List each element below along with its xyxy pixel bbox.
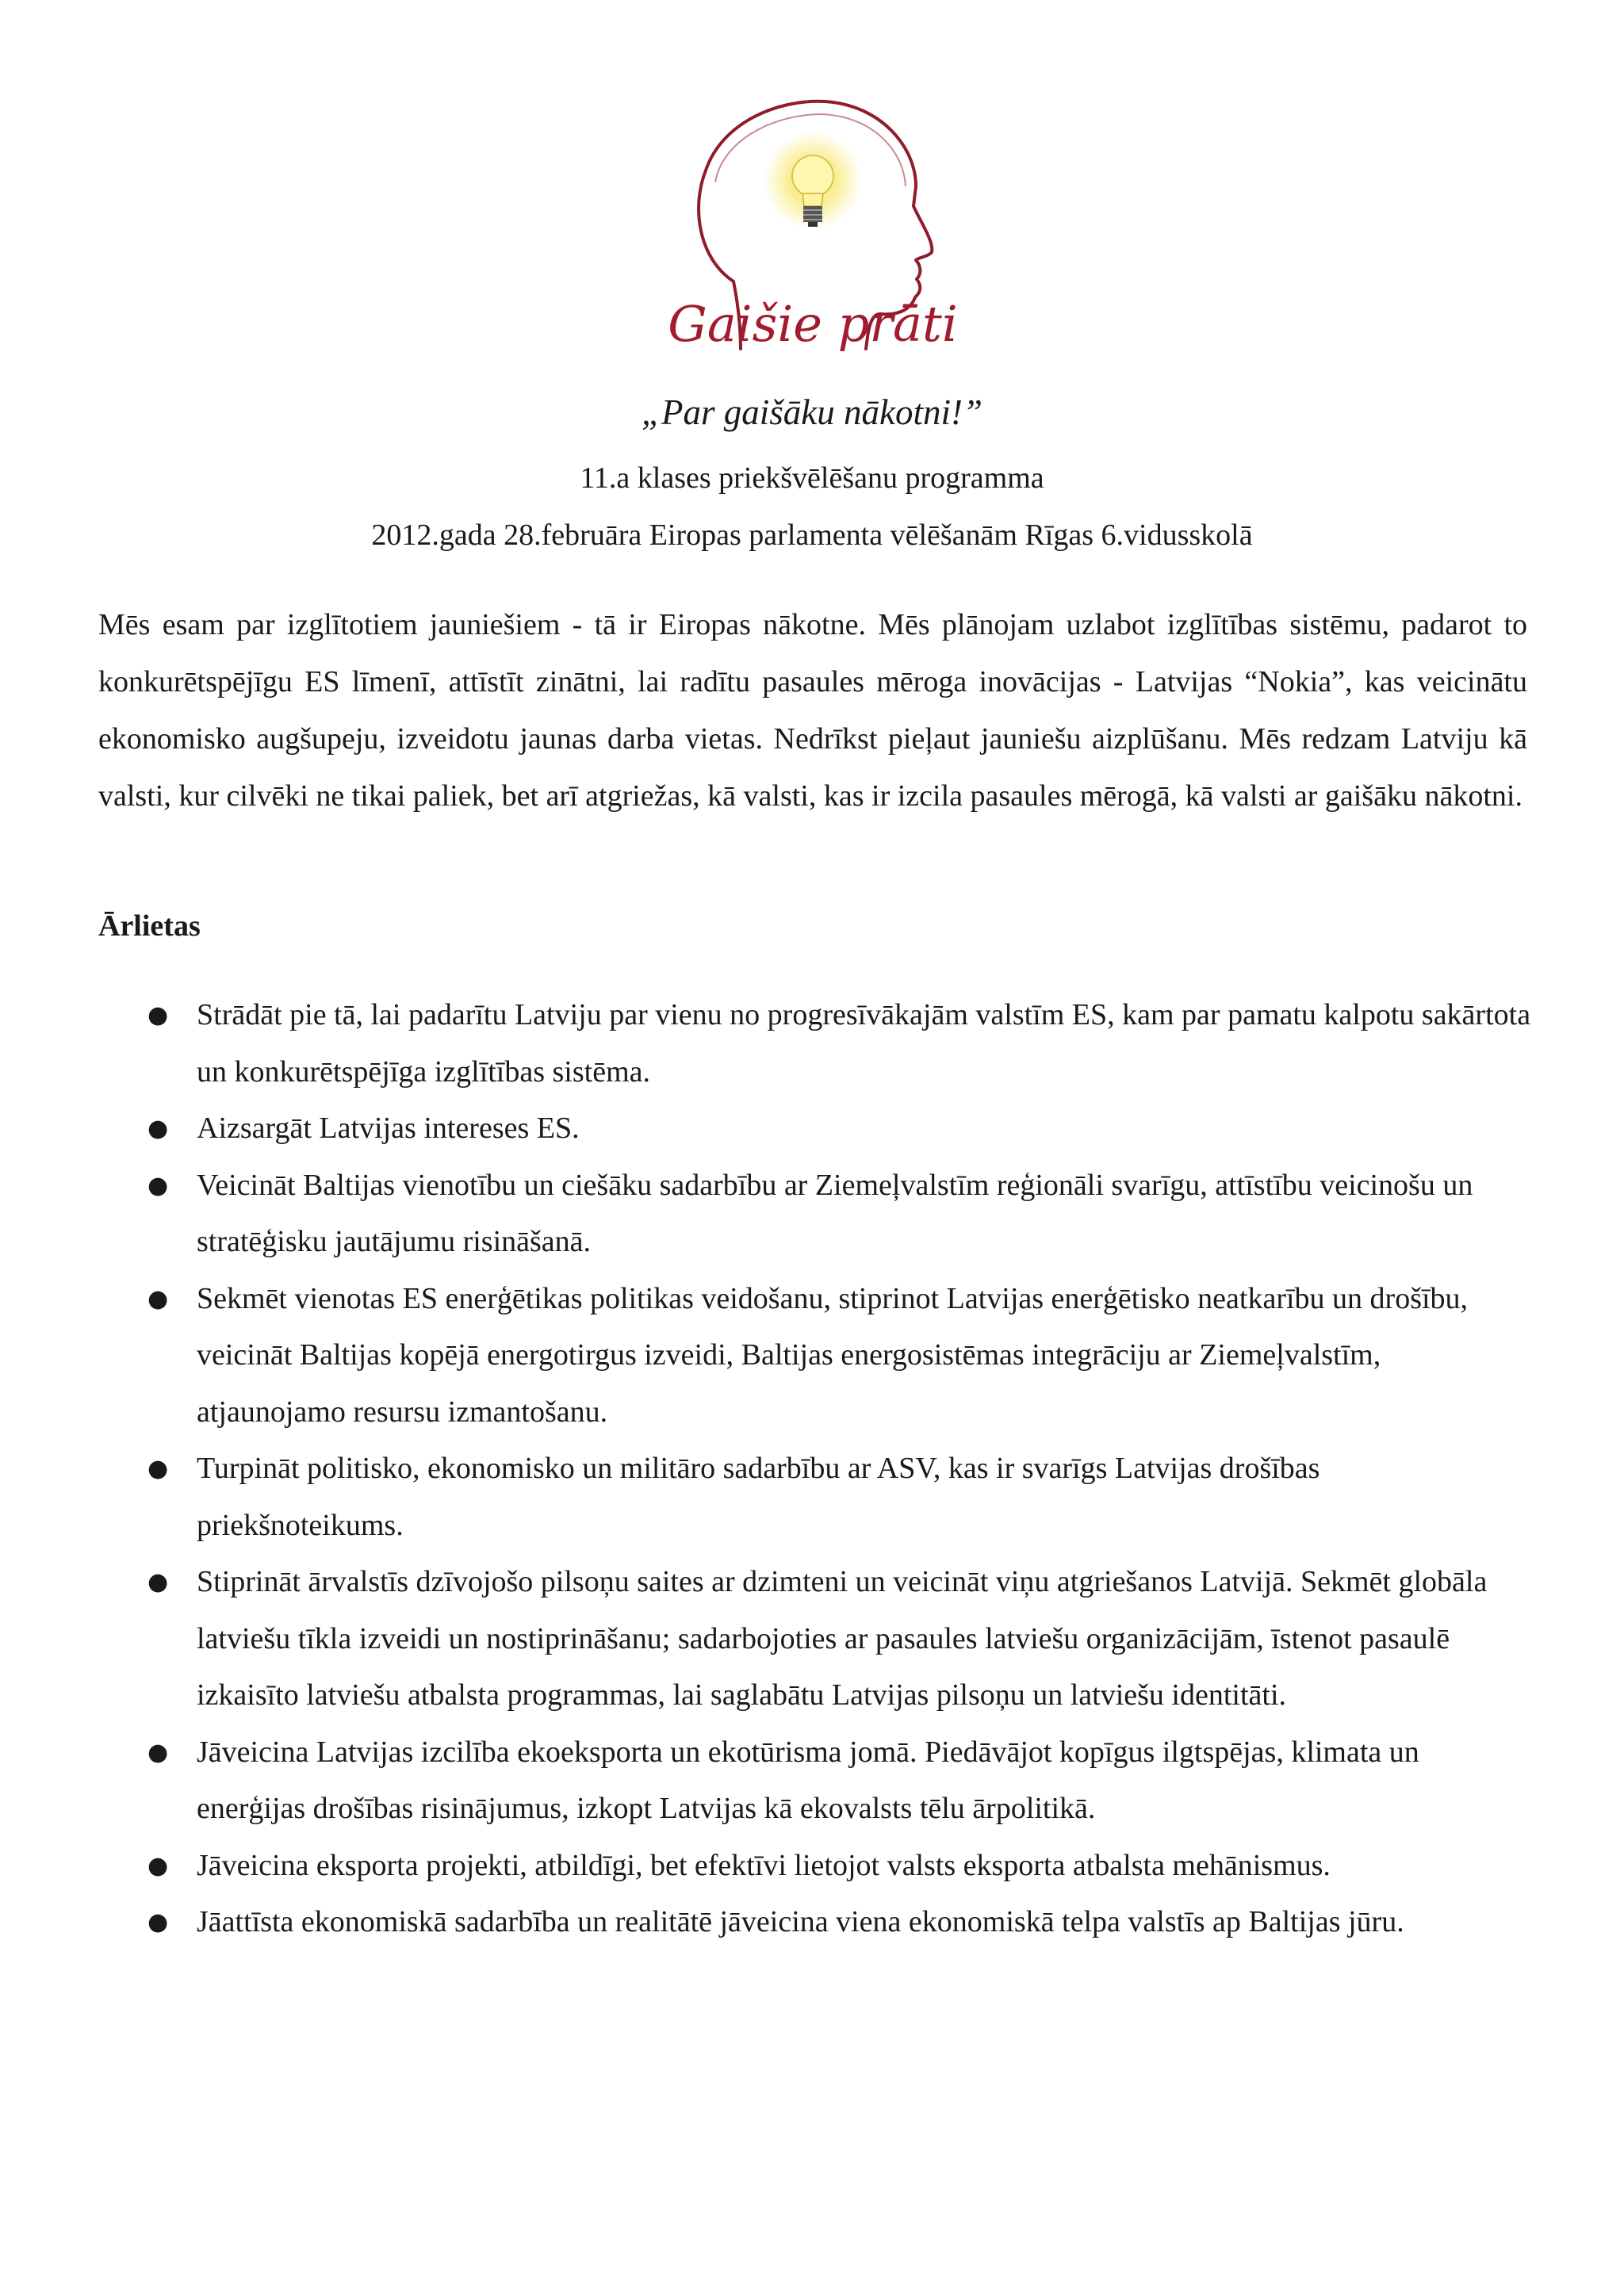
bullet-icon: ● (147, 1568, 169, 1596)
section-heading: Ārlietas (98, 909, 201, 943)
bullet-icon: ● (147, 1115, 169, 1142)
list-item-text: Stiprināt ārvalstīs dzīvojošo pilsoņu saites ar dzimteni un veicināt viņu atgriešanos Latvijā. Sekmēt globāla latviešu tīkla izveidi un nostiprināšanu; sadarbojoties ar pasaules latviešu organizācijām, īstenot pasaulē izkaisīto latviešu atbalsta programmas, lai saglabātu Latvijas pilsoņu un latviešu identitāti. (197, 1565, 1488, 1712)
bullet-icon: ● (147, 1001, 169, 1029)
list-item-text: Jāattīsta ekonomiskā sadarbība un realitātē jāveicina viena ekonomiskā telpa valstīs ap Baltijas jūru. (197, 1905, 1404, 1938)
list-item-text: Veicināt Baltijas vienotību un ciešāku sadarbību ar Ziemeļvalstīm reģionāli svarīgu, attīstību veicinošu un stratēģisku jautājumu risināšanā. (197, 1168, 1473, 1258)
list-item (98, 1838, 1534, 1895)
bullet-icon: ● (147, 1455, 169, 1483)
list-item (98, 987, 1534, 1100)
list-item-text: Turpināt politisko, ekonomisko un militāro sadarbību ar ASV, kas ir svarīgs Latvijas drošības priekšnoteikums. (197, 1452, 1320, 1542)
list-item-text: Aizsargāt Latvijas intereses ES. (197, 1112, 580, 1145)
gaisie-prati-logo (642, 87, 983, 373)
bullet-icon: ● (147, 1284, 169, 1313)
list-item (98, 1724, 1534, 1838)
election-subtitle: 2012.gada 28.februāra Eiropas parlamenta vēlēšanām Rīgas 6.vidusskolā (371, 519, 1253, 552)
bullet-icon: ● (147, 1908, 169, 1936)
list-item-text: Strādāt pie tā, lai padarītu Latviju par vienu no progresīvākajām valstīm ES, kam par pamatu kalpotu sakārtota un konkurētspējīga izglītības sistēma. (197, 998, 1531, 1089)
bullet-icon: ● (147, 1851, 169, 1880)
list-item (98, 1554, 1534, 1724)
list-item (98, 1441, 1534, 1554)
list-item-text: Jāveicina Latvijas izcilība ekoeksporta un ekotūrisma jomā. Piedāvājot kopīgus ilgtspējas, klimata un enerģijas drošības risinājumus, izkopt Latvijas kā ekovalsts tēlu ārpolitikā. (197, 1735, 1419, 1825)
motto: „Par gaišāku nākotni!” (641, 392, 982, 432)
bullet-icon: ● (147, 1738, 169, 1766)
program-subtitle: 11.a klases priekšvēlēšanu programma (580, 461, 1044, 495)
list-item (98, 1158, 1534, 1271)
head-lightbulb-icon (642, 87, 983, 373)
list-item (98, 1100, 1534, 1158)
foreign-affairs-list (98, 987, 1534, 1951)
svg-text:Gaišie prāti: Gaišie prāti (668, 295, 958, 353)
list-item (98, 1894, 1534, 1951)
bullet-icon: ● (147, 1171, 169, 1200)
list-item-text: Jāveicina eksporta projekti, atbildīgi, bet efektīvi lietojot valsts eksporta atbalsta mehānismus. (197, 1848, 1331, 1882)
intro-paragraph: Mēs esam par izglītotiem jauniešiem - tā ir Eiropas nākotne. Mēs plānojam uzlabot izglītības sistēmu, padarot to konkurētspējīgu ES līmenī, attīstīt zinātni, lai radītu pasaules mēroga inovācijas - Latvijas “Nokia”, kas veicinātu ekonomisko augšupeju, izveidotu jaunas darba vietas. Nedrīkst pieļaut jauniešu aizplūšanu. Mēs redzam Latviju kā valsti, kur cilvēki ne tikai paliek, bet arī atgriežas, kā valsti, kas ir izcila pasaules mērogā, kā valsti ar gaišāku nākotni. (98, 608, 1527, 813)
list-item (98, 1271, 1534, 1441)
list-item-text: Sekmēt vienotas ES enerģētikas politikas veidošanu, stiprinot Latvijas enerģētisko neatkarību un drošību, veicināt Baltijas kopējā energotirgus izveidi, Baltijas energosistēmas integrāciju ar Ziemeļvalstīm, atjaunojamo resursu izmantošanu. (197, 1281, 1469, 1429)
